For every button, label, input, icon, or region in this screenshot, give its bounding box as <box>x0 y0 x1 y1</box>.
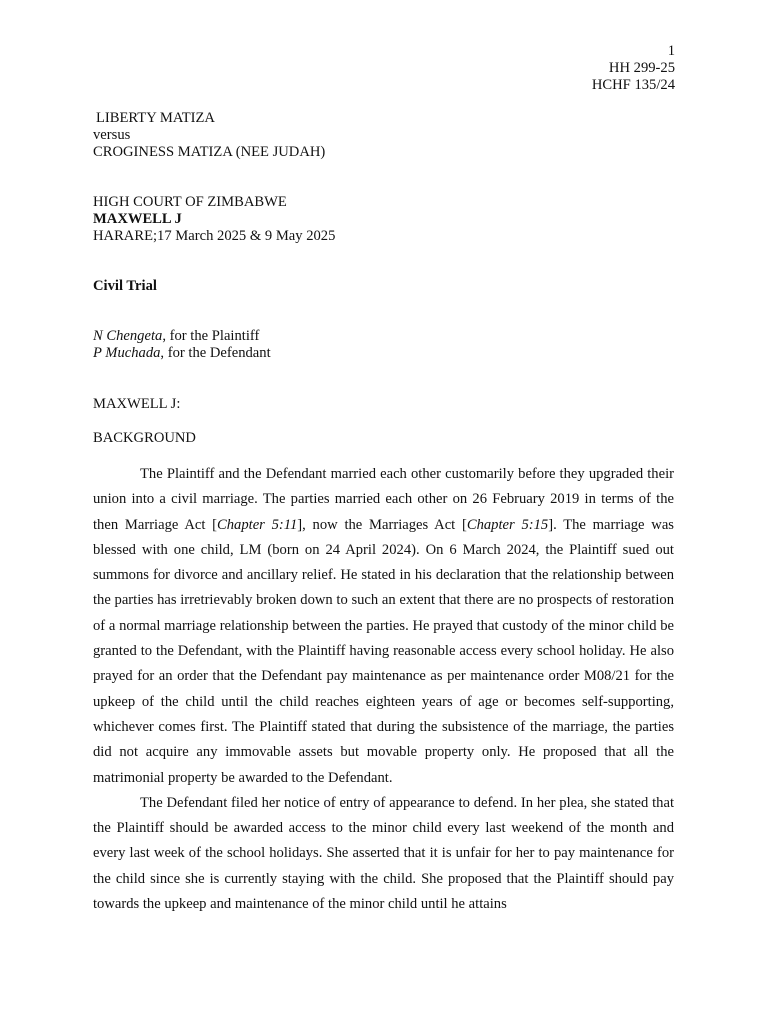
judgment-reference: HH 299-25 <box>608 60 675 76</box>
judgment-body <box>93 462 674 917</box>
counsel-defendant-name: P Muchada <box>93 345 161 361</box>
judge-name: MAXWELL J <box>93 211 182 227</box>
paragraph-1 <box>93 462 674 791</box>
chapter-citation-old: Chapter 5:11 <box>217 516 298 533</box>
plaintiff-name: LIBERTY MATIZA <box>96 110 215 126</box>
counsel-block <box>93 328 675 362</box>
chapter-citation-new: Chapter 5:15 <box>466 516 549 533</box>
versus-label: versus <box>93 127 131 143</box>
court-block <box>93 194 675 245</box>
judge-heading: MAXWELL J: <box>93 396 181 412</box>
matter-type: Civil Trial <box>93 278 157 294</box>
court-name: HIGH COURT OF ZIMBABWE <box>93 194 287 210</box>
paragraph-2: The Defendant filed her notice of entry of appearance to defend. In her plea, she stated that the Plaintiff should be awarded access to the minor child every last weekend of the month and every last week of the school holidays. She asserted that it is unfair for her to pay maintenance for the child since she is currently staying with the child. She proposed that the Plaintiff should pay towards the upkeep and maintenance of the minor child until he attains <box>93 794 674 913</box>
parties-block <box>93 110 675 161</box>
counsel-defendant-role: , for the Defendant <box>160 345 271 361</box>
page-number: 1 <box>667 43 675 59</box>
paragraph-1-text-c: ]. The marriage was blessed with one child, LM (born on 24 April 2024). On 6 March 2024, the Plaintiff sued out summons for divorce and ancillary relief. He stated in his declaration that the relationship between the parties has irretrievably broken down to such an extent that there are no prospects of restoration of a normal marriage relationship between the parties. He prayed that custody of the minor child be granted to the Defendant, with the Plaintiff having reasonable access every school holiday. He also prayed for an order that the Defendant pay maintenance as per maintenance order M08/21 for the upkeep of the child until the child reaches eighteen years of age or becomes self-supporting, whichever comes first. The Plaintiff stated that during the subsistence of the marriage, the parties did not acquire any immovable assets but movable property only. He proposed that all the matrimonial property be awarded to the Defendant. <box>93 516 674 786</box>
paragraph-1-text-b: ], now the Marriages Act [ <box>297 516 467 533</box>
place-and-dates: HARARE;17 March 2025 & 9 May 2025 <box>93 228 336 244</box>
case-reference: HCHF 135/24 <box>591 77 675 93</box>
counsel-plaintiff-role: , for the Plaintiff <box>162 328 260 344</box>
defendant-name: CROGINESS MATIZA (NEE JUDAH) <box>93 144 326 160</box>
section-heading: BACKGROUND <box>93 430 196 446</box>
counsel-defendant <box>93 345 675 362</box>
counsel-plaintiff <box>93 328 675 345</box>
paragraph-1-text-a: The Plaintiff and the Defendant married each other customarily before they upgraded their union into a civil marriage. The parties married each other on 26 February 2019 in terms of the then Marriage Act [ <box>93 466 674 533</box>
counsel-plaintiff-name: N Chengeta <box>93 328 163 344</box>
page-header <box>592 43 675 94</box>
